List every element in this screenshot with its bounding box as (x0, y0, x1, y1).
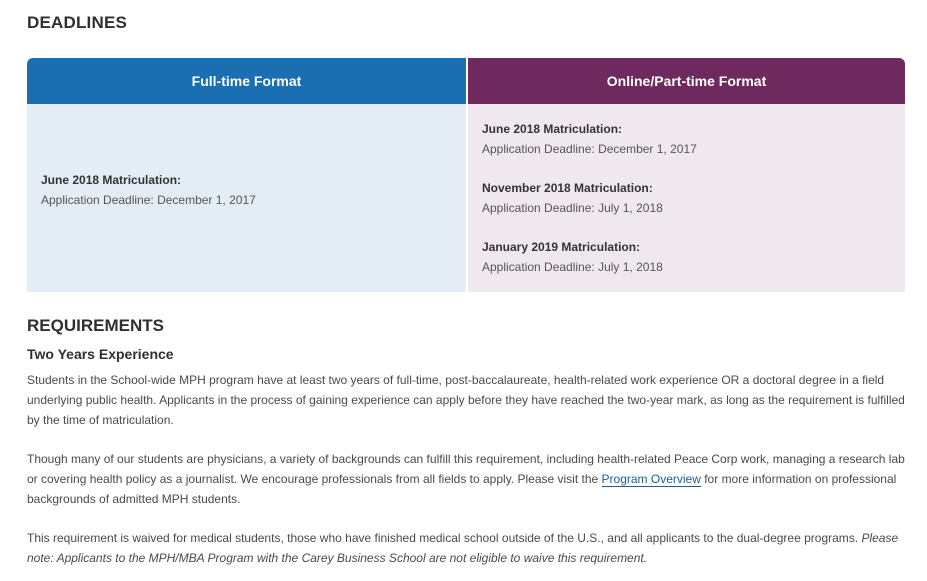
paragraph-text: This requirement is waived for medical students, those who have finished medical school outside of the U.S., and all applicants to the dual-degree programs. (27, 531, 862, 545)
online-header: Online/Part-time Format (468, 58, 905, 104)
program-overview-link[interactable]: Program Overview (601, 472, 701, 486)
requirements-paragraph-1: Students in the School-wide MPH program have at least two years of full-time, post-baccalaureate, health-related work experience OR a doctoral degree in a field underlying public health. Applicants in the process of gaining experience can apply before they have reached the two-year mark, as long as the requirement is fulfilled by the time of matriculation. (27, 373, 905, 427)
deadlines-heading: DEADLINES (27, 13, 128, 32)
entry-deadline: Application Deadline: December 1, 2017 (41, 193, 256, 207)
requirements-paragraph-2 (27, 449, 912, 509)
online-entry (482, 178, 663, 218)
entry-deadline: Application Deadline: December 1, 2017 (482, 142, 697, 156)
requirements-heading: REQUIREMENTS (27, 316, 164, 335)
fulltime-column (27, 58, 466, 292)
paragraph-text: for more information on professional backgrounds of admitted MPH students. (27, 472, 897, 506)
fulltime-header: Full-time Format (27, 58, 466, 104)
deadlines-table (27, 58, 905, 292)
entry-deadline: Application Deadline: July 1, 2018 (482, 201, 663, 215)
entry-title: November 2018 Matriculation: (482, 181, 653, 195)
requirements-subheading: Two Years Experience (27, 346, 174, 362)
fulltime-entry (41, 170, 256, 210)
fulltime-body (27, 104, 466, 292)
online-column (468, 58, 905, 292)
waiver-note: Please note: Applicants to the MPH/MBA Program with the Carey Business School are not eligible to waive this requirement. (27, 531, 899, 565)
requirements-paragraph-3 (27, 528, 912, 568)
online-entry (482, 119, 697, 159)
online-body (468, 104, 905, 292)
online-entry (482, 237, 663, 277)
entry-deadline: Application Deadline: July 1, 2018 (482, 260, 663, 274)
entry-title: June 2018 Matriculation: (482, 122, 623, 136)
entry-title: June 2018 Matriculation: (41, 173, 182, 187)
paragraph-text: Though many of our students are physicians, a variety of backgrounds can fulfill this requirement, including health-related Peace Corp work, managing a research lab or covering health policy as a journalist. We encourage professionals from all fields to apply. Please visit the (27, 452, 905, 486)
entry-title: January 2019 Matriculation: (482, 240, 641, 254)
